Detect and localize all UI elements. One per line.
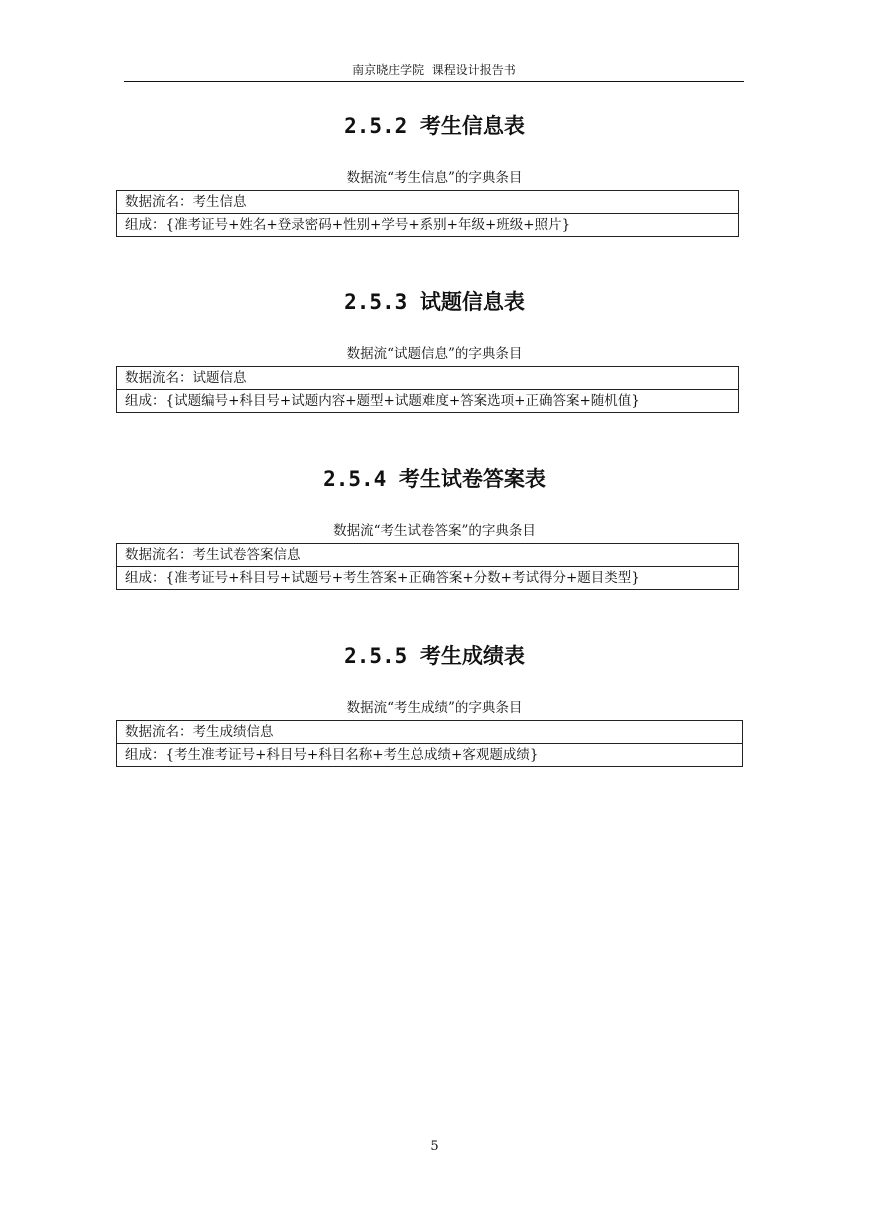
data-dictionary-table-2-5-4 bbox=[116, 543, 739, 590]
data-flow-name-cell: 数据流名：试题信息 bbox=[117, 367, 739, 390]
table-row bbox=[117, 367, 739, 390]
table-caption-2-5-3: 数据流“试题信息”的字典条目 bbox=[346, 346, 523, 362]
data-flow-name-cell: 数据流名：考生信息 bbox=[117, 191, 739, 214]
composition-cell: 组成：{准考证号+姓名+登录密码+性别+学号+系别+年级+班级+照片} bbox=[117, 214, 739, 237]
table-caption-2-5-5: 数据流“考生成绩”的字典条目 bbox=[346, 700, 523, 716]
table-row bbox=[117, 390, 739, 413]
table-caption-2-5-4: 数据流“考生试卷答案”的字典条目 bbox=[333, 523, 536, 539]
data-flow-name-cell: 数据流名：考生成绩信息 bbox=[117, 721, 743, 744]
section-title-2-5-4: 2.5.4 考生试卷答案表 bbox=[323, 467, 546, 491]
table-row bbox=[117, 567, 739, 590]
table-row bbox=[117, 191, 739, 214]
table-row bbox=[117, 214, 739, 237]
data-dictionary-table-2-5-2 bbox=[116, 190, 739, 237]
data-dictionary-table-2-5-3 bbox=[116, 366, 739, 413]
composition-cell: 组成：{准考证号+科目号+试题号+考生答案+正确答案+分数+考试得分+题目类型} bbox=[117, 567, 739, 590]
page-number: 5 bbox=[430, 1139, 439, 1154]
section-title-2-5-3: 2.5.3 试题信息表 bbox=[344, 290, 525, 314]
table-caption-2-5-2: 数据流“考生信息”的字典条目 bbox=[346, 170, 523, 186]
section-title-2-5-2: 2.5.2 考生信息表 bbox=[344, 114, 525, 138]
composition-cell: 组成：{考生准考证号+科目号+科目名称+考生总成绩+客观题成绩} bbox=[117, 744, 743, 767]
table-row bbox=[117, 721, 743, 744]
table-row bbox=[117, 544, 739, 567]
data-flow-name-cell: 数据流名：考生试卷答案信息 bbox=[117, 544, 739, 567]
section-title-2-5-5: 2.5.5 考生成绩表 bbox=[344, 644, 525, 668]
data-dictionary-table-2-5-5 bbox=[116, 720, 743, 767]
header-title: 南京晓庄学院 课程设计报告书 bbox=[352, 63, 516, 77]
composition-cell: 组成：{试题编号+科目号+试题内容+题型+试题难度+答案选项+正确答案+随机值} bbox=[117, 390, 739, 413]
table-row bbox=[117, 744, 743, 767]
page-header bbox=[124, 62, 744, 82]
